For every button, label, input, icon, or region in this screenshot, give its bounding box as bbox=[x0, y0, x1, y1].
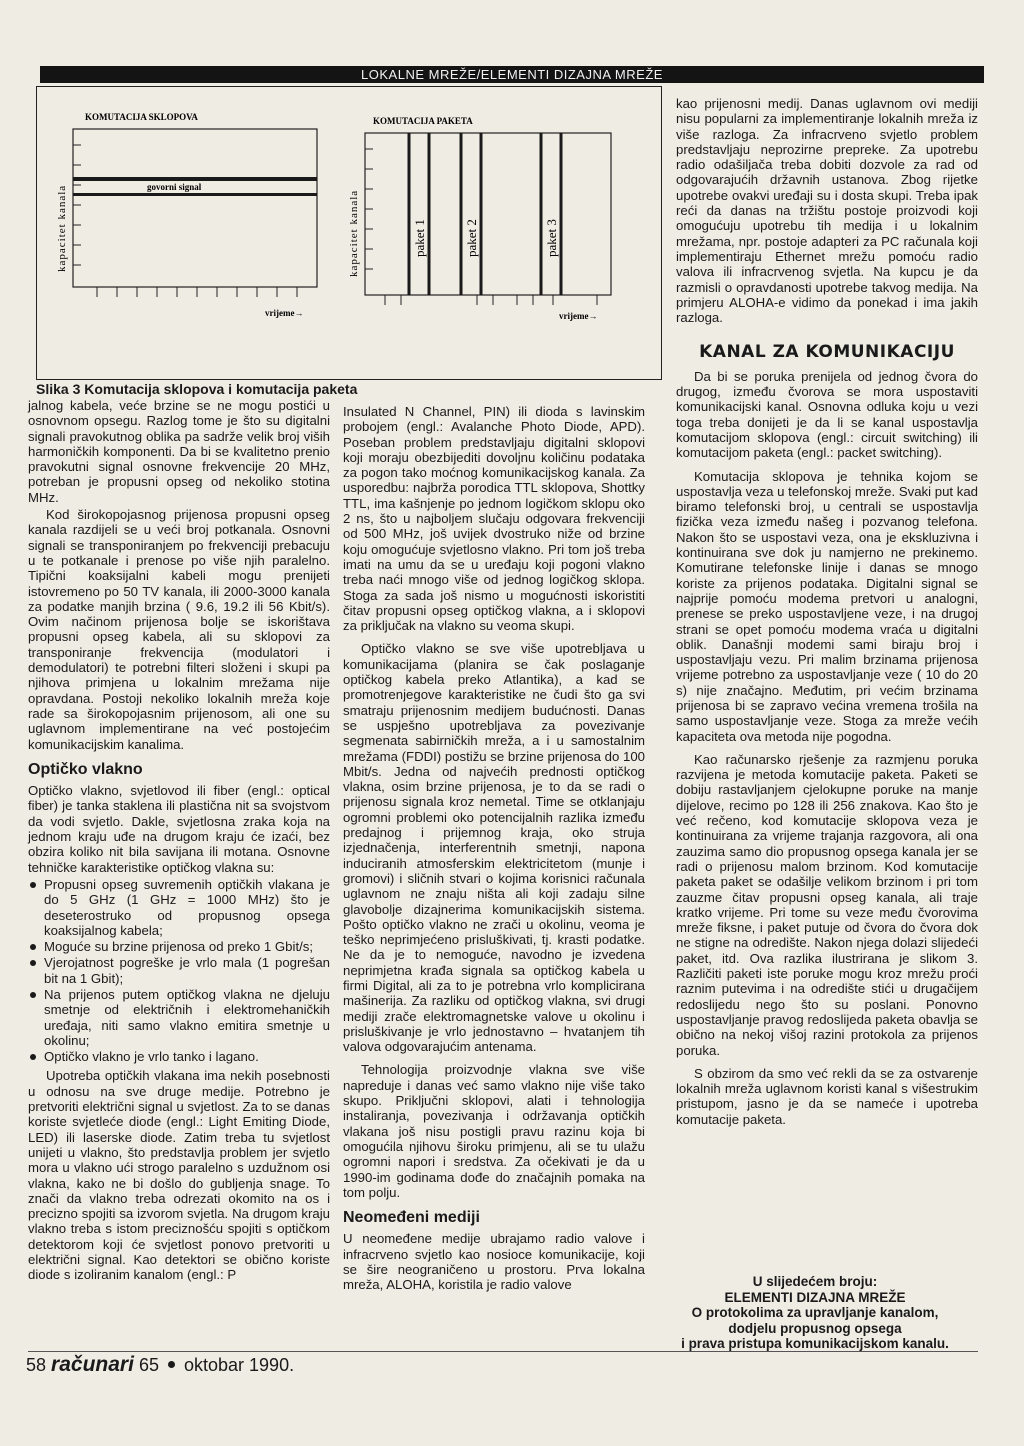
right-chart-xticks bbox=[385, 295, 597, 305]
list-item: Vjerojatnost pogreške je vrlo mala (1 pogrešan bit na 1 Gbit); bbox=[28, 955, 330, 986]
figure-3 bbox=[36, 86, 662, 380]
paragraph: kao prijenosni medij. Danas uglavnom ovi mediji nisu popularni za implementiranje lokalnih mreža iz više razloga. Za infracrveno svjetlo problem predstavljaju neprozirne prepreke. Za upotrebu radio odašiljača treba dobiti dozvole za rad od odgovarajućih državnih ustanova. Zbog rijetke upotrebe ovakvi uređaji su i dosta skupi. Treba ipak reći da danas na tržištu postoje proizvodi koji omogućuju upotrebu tih medija i u lokalnim mrežama, npr. postoje adapteri za PC računala koji implementiraju Ethernet mrežu pomoću radio valova ili infracrvenog svjetla. Na kupcu je da razmisli o opravdanosti upotrebe takvog medija. Na primjeru ALOHA-e vidimo da ponekad i ima jakih razloga. bbox=[676, 96, 978, 326]
issue-date: oktobar 1990. bbox=[184, 1355, 295, 1375]
next-issue-line: O protokolima za upravljanje kanalom, bbox=[691, 1305, 939, 1320]
right-chart-yticks bbox=[365, 149, 373, 269]
footer-rule bbox=[28, 1351, 978, 1352]
paragraph: Kod širokopojasnog prijenosa propusni opseg kanala razdijeli se u veći broj potkanala. Osnovni signali se transponiranjem po frekvenciji prebacuju u te potkanale i prenose po više njih paralelno. Tipični koaksijalni kabeli mogu prenijeti istovremeno po 50 TV kanala, ili 2000-3000 kanala za podatke manjih brzina ( 9.6, 19.2 ili 56 Kbit/s). Ovim načinom prijenosa bolje se iskorištava propusni opseg kabela, ali su sklopovi za transponiranje frekvencija (modulatori i demodulatori) te potrebni filteri složeni i skupi pa njihova primjena u lokalnim mrežama nije opravdana. Postoji nekoliko lokalnih mreža koje rade sa širokopojasnim prijenosom, ali one su uglavnom implementirane na već postojećim komunikacijskim kanalima. bbox=[28, 507, 330, 752]
paragraph: Da bi se poruka prenijela od jednog čvora do drugog, između čvorova se mora uspostaviti komunikacijski kanal. Osnovna odluka koju u vezi toga treba donijeti je da li se kanal uspostavlja komutacijom sklopova (engl.: circuit switching) ili komutacijom paketa (engl.: packet switching). bbox=[676, 368, 978, 461]
packet-2 bbox=[461, 133, 481, 295]
page-footer bbox=[26, 1353, 294, 1377]
paragraph: Insulated N Channel, PIN) ili dioda s lavinskim probojem (engl.: Avalanche Photo Diode, APD). Poseban problem predstavljaju digitalni sklopovi koji moraju obezbijediti dovoljnu količinu podataka za pogon tako moćnog komunikacijskog kanala. Za usporedbu: najbrža porodica TTL sklopova, Shottky TTL, ima kašnjenje po jednom logičkom sklopu oko 2 ns, što u najboljem slučaju odgovara frekvenciji od 500 MHz, još uvijek dvostruko niže od brzine koju omogućuje svjetlosno vlakno. Pri tom još treba imati na umu da se u uređaju koji pogoni vlakno treba naći mnogo više od jednog logičkog sklopa. Stoga za sada još nismo u mogućnosti iskoristiti čitav propusni opseg optičkog vlakna, a i sklopovi za priključak na vlakno su veoma skupi. bbox=[343, 404, 645, 634]
next-issue-line: U slijedećem broju: bbox=[752, 1274, 878, 1289]
left-chart-xticks bbox=[97, 287, 297, 297]
section-heading-communication-channel: KANAL ZA KOMUNIKACIJU bbox=[699, 342, 955, 363]
paragraph: Kao računarsko rješenje za razmjenu poruka razvijena je metoda komutacije paketa. Paketi se dobiju rastavljanjem cjelokupne poruke na manje dijelove, recimo po 128 ili 256 znakova. Kao što je već rečeno, kod komutacije sklopova veza je kontinuirana za vrijeme trajanja razgovora, ali ona zauzima samo dio propusnog opsega kanala jer se radi o prijenosu malom brzinom. Kod komutacije paketa paket se odašilje velikom brzinom i pri tom zauzme čitav propusni opseg kanala, ali traje kratko vrijeme. Pri tome su veze među čvorovima mreže fiksne, i paket putuje od čvora do čvora dok ne stigne na odredište. Nakon njega dolazi slijedeći paket, itd. Ova razlika ilustrirana je slikom 3. Različiti paketi iste poruke mogu kroz mrežu proći raznim putevima i na odredište stići u drugačijem redoslijedu nego što su poslani. Ponovno uspostavljanje pravog redoslijeda paketa obavlja se obično na nekoj višoj razini protokola za prijenos poruka. bbox=[676, 751, 978, 1058]
right-chart-xlabel: vrijeme→ bbox=[559, 311, 598, 321]
bullet-icon bbox=[30, 1054, 36, 1060]
paragraph: Komutacija sklopova je tehnika kojom se uspostavlja veza u telefonskoj mreže. Svaki put kad biramo telefonski broj, u centrali se uspostavlja fizička veza između našeg i pozvanog telefona. Nakon što se uspostavi veza, ona je ekskluzivna i kontinuirana sve dok ju namjerno ne prekinemo. Komutirane telefonske linije i danas se mnogo koriste za prijenos podataka. Digitalni signal se najprije pomoću modema pretvori u analogni, prenese se preko uspostavljene veze, i na drugoj strani se opet pomoću modema vraća u digitalni oblik. Današnji modemi sami biraju broj i uspostavljaju vezu. Pri malim brzinama prijenosa vrijeme potrebno za uspostavljanje veze ( 10 do 20 s) nije značajno. Međutim, pri većim brzinama prijenosa bi se zapravo većina vremena trošila na samo uspostavljanje veze. Stoga za mreže većih kapaciteta ova metoda nije pogodna. bbox=[676, 468, 979, 744]
packet-3 bbox=[541, 133, 561, 295]
packet-2-label: paket 2 bbox=[464, 219, 479, 257]
packet-3-label: paket 3 bbox=[544, 219, 559, 257]
next-issue-line: i prava pristupa komunikacijskom kanalu. bbox=[681, 1336, 949, 1351]
right-chart-ylabel: kapacitet kanala bbox=[348, 189, 360, 277]
next-issue-line: ELEMENTI DIZAJNA MREŽE bbox=[724, 1289, 906, 1305]
column-2 bbox=[343, 404, 645, 1295]
fiber-characteristics-list bbox=[28, 877, 330, 1065]
column-1 bbox=[28, 398, 330, 1285]
issue-number: 65 bbox=[138, 1355, 159, 1375]
left-chart-title: KOMUTACIJA SKLOPOVA bbox=[85, 112, 198, 122]
bullet-icon bbox=[30, 944, 36, 950]
paragraph: Optičko vlakno se sve više upotrebljava u komunikacijama (planira se čak poslaganje optičkog kabela preko Atlantika), a kad se promotrenjegove karakteristike ne čudi što ga svi smatraju prijenosnim medijem budućnosti. Danas se uspješno upotrebljava za povezivanje segmenata sabirničkih mreža, a i u samostalnim mrežama (FDDI) postižu se brzine prijenosa do 100 Mbit/s. Jedna od najvećih prednosti optičkog vlakna, osim brzine prijenosa, je to da se radi o prijenosu signala kroz nemetal. Time se otklanjaju ogromni problemi oko potencijalnih razlika između predajnog i prijemnog kraja, oko struja izjednačenja, interferentnih smetnji, napona induciranih atmosferskim elektricitetom (munje i gromovi) i sličnih stvari o kojima korisnici računala uglavnom ne znaju ništa ali koji zadaju silne glavobolje dizajnerima komunikacijskih sistema. Pošto optičko vlakno ne zrači u okolinu, veoma je teško neprimjećeno prisluškivati, tj. krasti podatke. Ne da je to nemoguće, navodno je izvedena neprimjetna krađa signala sa optičkog kabela u firmi Digital, ali za to je potrebna vrlo komplicirana mašinerija. Za razliku od optičkog vlakna, svi drugi mediji zrače elektromagnetske valove u okolinu i prisluškivanje je vrlo jednostavno – hvatanjem tih valova odgovarajućim antenama. bbox=[343, 641, 645, 1055]
magazine-logo: računari bbox=[51, 1353, 134, 1376]
paragraph: jalnog kabela, veće brzine se ne mogu postići u osnovnom opsegu. Razlog tome je što su digitalni signali pravokutnog oblika pa sadrže velik broj viših harmoničkih komponenti. Da bi se kvalitetno prenio pravokutni signal osnovne frekvencije 20 MHz, potreban je propusni opseg od nekoliko stotina MHz. bbox=[28, 398, 330, 505]
section-heading-optical-fiber: Optičko vlakno bbox=[28, 760, 143, 778]
bullet-icon bbox=[30, 882, 36, 888]
right-chart-frame bbox=[365, 133, 611, 295]
left-chart-voice-band-top bbox=[73, 177, 317, 181]
list-item: Moguće su brzine prijenosa od preko 1 Gbit/s; bbox=[28, 939, 330, 954]
section-header-bar bbox=[40, 66, 984, 83]
figure-caption: Slika 3 Komutacija sklopova i komutacija paketa bbox=[36, 381, 358, 397]
section-title: LOKALNE MREŽE/ELEMENTI DIZAJNA MREŽE bbox=[361, 67, 663, 82]
bullet-icon bbox=[168, 1361, 175, 1368]
left-chart-yticks bbox=[73, 145, 81, 265]
list-item: Propusni opseg suvremenih optičkih vlakana je do 5 GHz (1 GHz = 1000 MHz) što je deseterostruko od propusnog opsega koaksijalnog kabela; bbox=[28, 877, 330, 938]
list-item: Optičko vlakno je vrlo tanko i lagano. bbox=[28, 1049, 330, 1064]
paragraph: Tehnologija proizvodnje vlakna sve više napreduje i danas već samo vlakno nije više tako skupo. Priključni sklopovi, alati i tehnologija instaliranja, povezivanja i održavanja optičkih vlakana još nisu postigli pravu razinu koja bi omogućila njihovu široku primjenu, ali se tu ulažu ogromni napori i sredstva. Za očekivati je da u 1990-im godinama dođe do značajnih pomaka na tom polju. bbox=[343, 1062, 645, 1200]
right-chart-title: KOMUTACIJA PAKETA bbox=[373, 116, 473, 126]
switching-diagrams bbox=[37, 87, 661, 379]
left-chart-voice-band-bottom bbox=[73, 193, 317, 196]
next-issue-box bbox=[660, 1274, 970, 1352]
voice-signal-label: govorni signal bbox=[147, 182, 202, 192]
bullet-icon bbox=[30, 960, 36, 966]
section-heading-unbounded-media: Neomeđeni mediji bbox=[343, 1209, 480, 1227]
paragraph: U neomeđene medije ubrajamo radio valove i infracrveno svjetlo kao nosioce komunikacije, koji se šire neograničeno u prostoru. Prva lokalna mreža, ALOHA, koristila je radio valove bbox=[343, 1231, 645, 1293]
left-chart-xlabel: vrijeme→ bbox=[265, 308, 304, 318]
paragraph: Optičko vlakno, svjetlovod ili fiber (engl.: optical fiber) je tanka staklena ili plastična nit sa svojstvom da vodi svjetlo. Dakle, svjetlosna zraka koja na jednom kraju uđe na drugom kraju će izaći, bez obzira koliko nit bila savijana ili motana. Osnovne tehničke karakteristike optičkog vlakna su: bbox=[28, 783, 330, 875]
bullet-icon bbox=[30, 992, 36, 998]
packet-1-label: paket 1 bbox=[412, 219, 427, 257]
list-item: Na prijenos putem optičkog vlakna ne djeluju smetnje od električnih i elektromehaničkih uređaja, niti samo vlakno emitira smetnje u okolinu; bbox=[28, 987, 330, 1048]
paragraph: S obzirom da smo već rekli da se za ostvarenje lokalnih mreža uglavnom koristi kanal s višestrukim pristupom, jasno je da se nameće i upotreba komutacije paketa. bbox=[676, 1065, 978, 1127]
column-3 bbox=[676, 96, 978, 1129]
packet-1 bbox=[409, 133, 429, 295]
page-number: 58 bbox=[26, 1355, 47, 1375]
left-chart-ylabel: kapacitet kanala bbox=[56, 184, 68, 272]
left-chart-frame bbox=[73, 129, 317, 287]
paragraph: Upotreba optičkih vlakana ima nekih posebnosti u odnosu na sve druge medije. Potrebno je pretvoriti električni signal u svjetlost. Za to se danas koriste svjetleće diode (engl.: Light Emiting Diode, LED) ili laserske diode. Zatim treba tu svjetlost unijeti u vlakno, što predstavlja problem jer svjetlo mora u vlakno ući strogo paralelno s uzdužnom osi vlakna, kako ne bi došlo do gubljenja snage. To znači da vlakno treba odrezati okomito na os i precizno spojiti sa izvorom svjetla. Na drugom kraju vlakno treba s istom preciznošću spojiti s optičkom detektorom koji će svjetlost ponovo pretvoriti u električni signal. Kao detektori se obično koriste diode s izoliranim kanalom (engl.: P bbox=[28, 1068, 330, 1283]
next-issue-line: dodjelu propusnog opsega bbox=[728, 1320, 902, 1336]
